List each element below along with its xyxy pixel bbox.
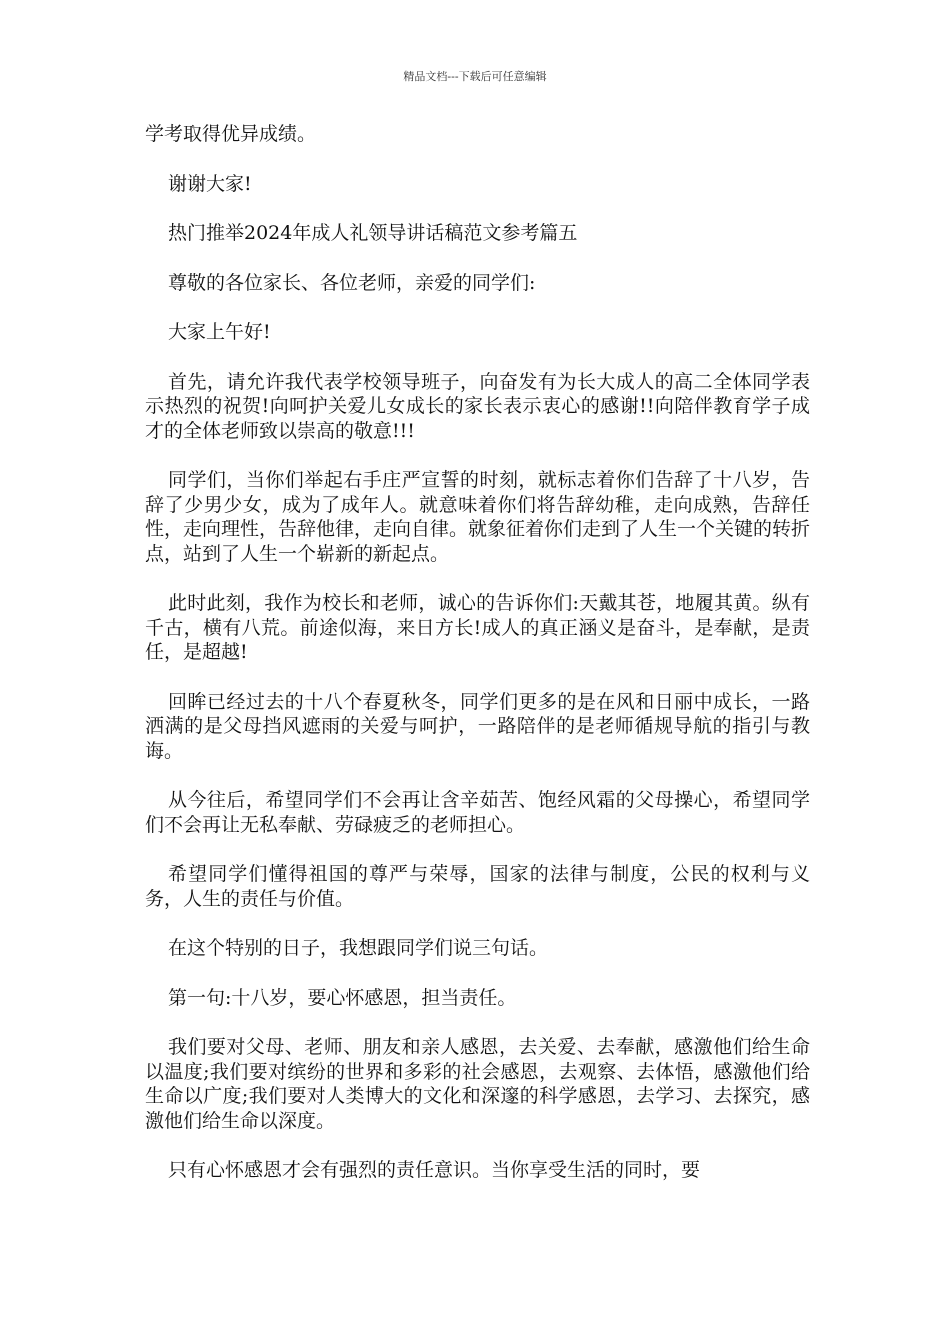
- paragraph: 希望同学们懂得祖国的尊严与荣辱，国家的法律与制度，公民的权利与义务，人生的责任与价值。: [145, 863, 810, 910]
- paragraph: 首先，请允许我代表学校领导班子，向奋发有为长大成人的高二全体同学表示热烈的祝贺!向呵护关爱儿女成长的家长表示衷心的感谢!!向陪伴教育学子成才的全体老师致以崇高的敬意!!!: [145, 370, 810, 442]
- document-body: [145, 122, 810, 1208]
- page-header: 精品文档---下载后可任意编辑: [403, 70, 547, 83]
- salutation: 尊敬的各位家长、各位老师，亲爱的同学们:: [168, 271, 536, 294]
- paragraph: 在这个特别的日子，我想跟同学们说三句话。: [168, 937, 549, 959]
- greeting: 大家上午好!: [168, 321, 271, 343]
- paragraph: 回眸已经过去的十八个春夏秋冬，同学们更多的是在风和日丽中成长，一路洒满的是父母挡风遮雨的关爱与呵护，一路陪伴的是老师循规导航的指引与教诲。: [145, 690, 810, 762]
- paragraph: 此时此刻，我作为校长和老师，诚心的告诉你们:天戴其苍，地履其黄。纵有千古，横有八荒。前途似海，来日方长!成人的真正涵义是奋斗，是奉献，是责任，是超越!: [145, 592, 810, 663]
- paragraph: 学考取得优异成绩。: [145, 123, 317, 145]
- section-title: 热门推举2024年成人礼领导讲话稿范文参考篇五: [168, 222, 578, 244]
- paragraph: 第一句:十八岁，要心怀感恩，担当责任。: [168, 986, 517, 1009]
- paragraph: 我们要对父母、老师、朋友和亲人感恩，去关爱、去奉献，感激他们给生命以温度;我们要对缤纷的世界和多彩的社会感恩，去观察、去体悟，感激他们给生命以广度;我们要对人类博大的文化和深邃的科学感恩，去学习、去探究，感激他们给生命以深度。: [145, 1036, 810, 1132]
- paragraph: 谢谢大家!: [168, 172, 252, 195]
- paragraph: 同学们，当你们举起右手庄严宣誓的时刻，就标志着你们告辞了十八岁，告辞了少男少女，成为了成年人。就意味着你们将告辞幼稚，走向成熟，告辞任性，走向理性，告辞他律，走向自律。就象征着你们走到了人生一个关键的转折点，站到了人生一个崭新的新起点。: [145, 469, 811, 565]
- paragraph: 从今往后，希望同学们不会再让含辛茹苦、饱经风霜的父母操心，希望同学们不会再让无私奉献、劳碌疲乏的老师担心。: [145, 789, 810, 836]
- paragraph: 只有心怀感恩才会有强烈的责任意识。当你享受生活的同时，要: [168, 1159, 701, 1181]
